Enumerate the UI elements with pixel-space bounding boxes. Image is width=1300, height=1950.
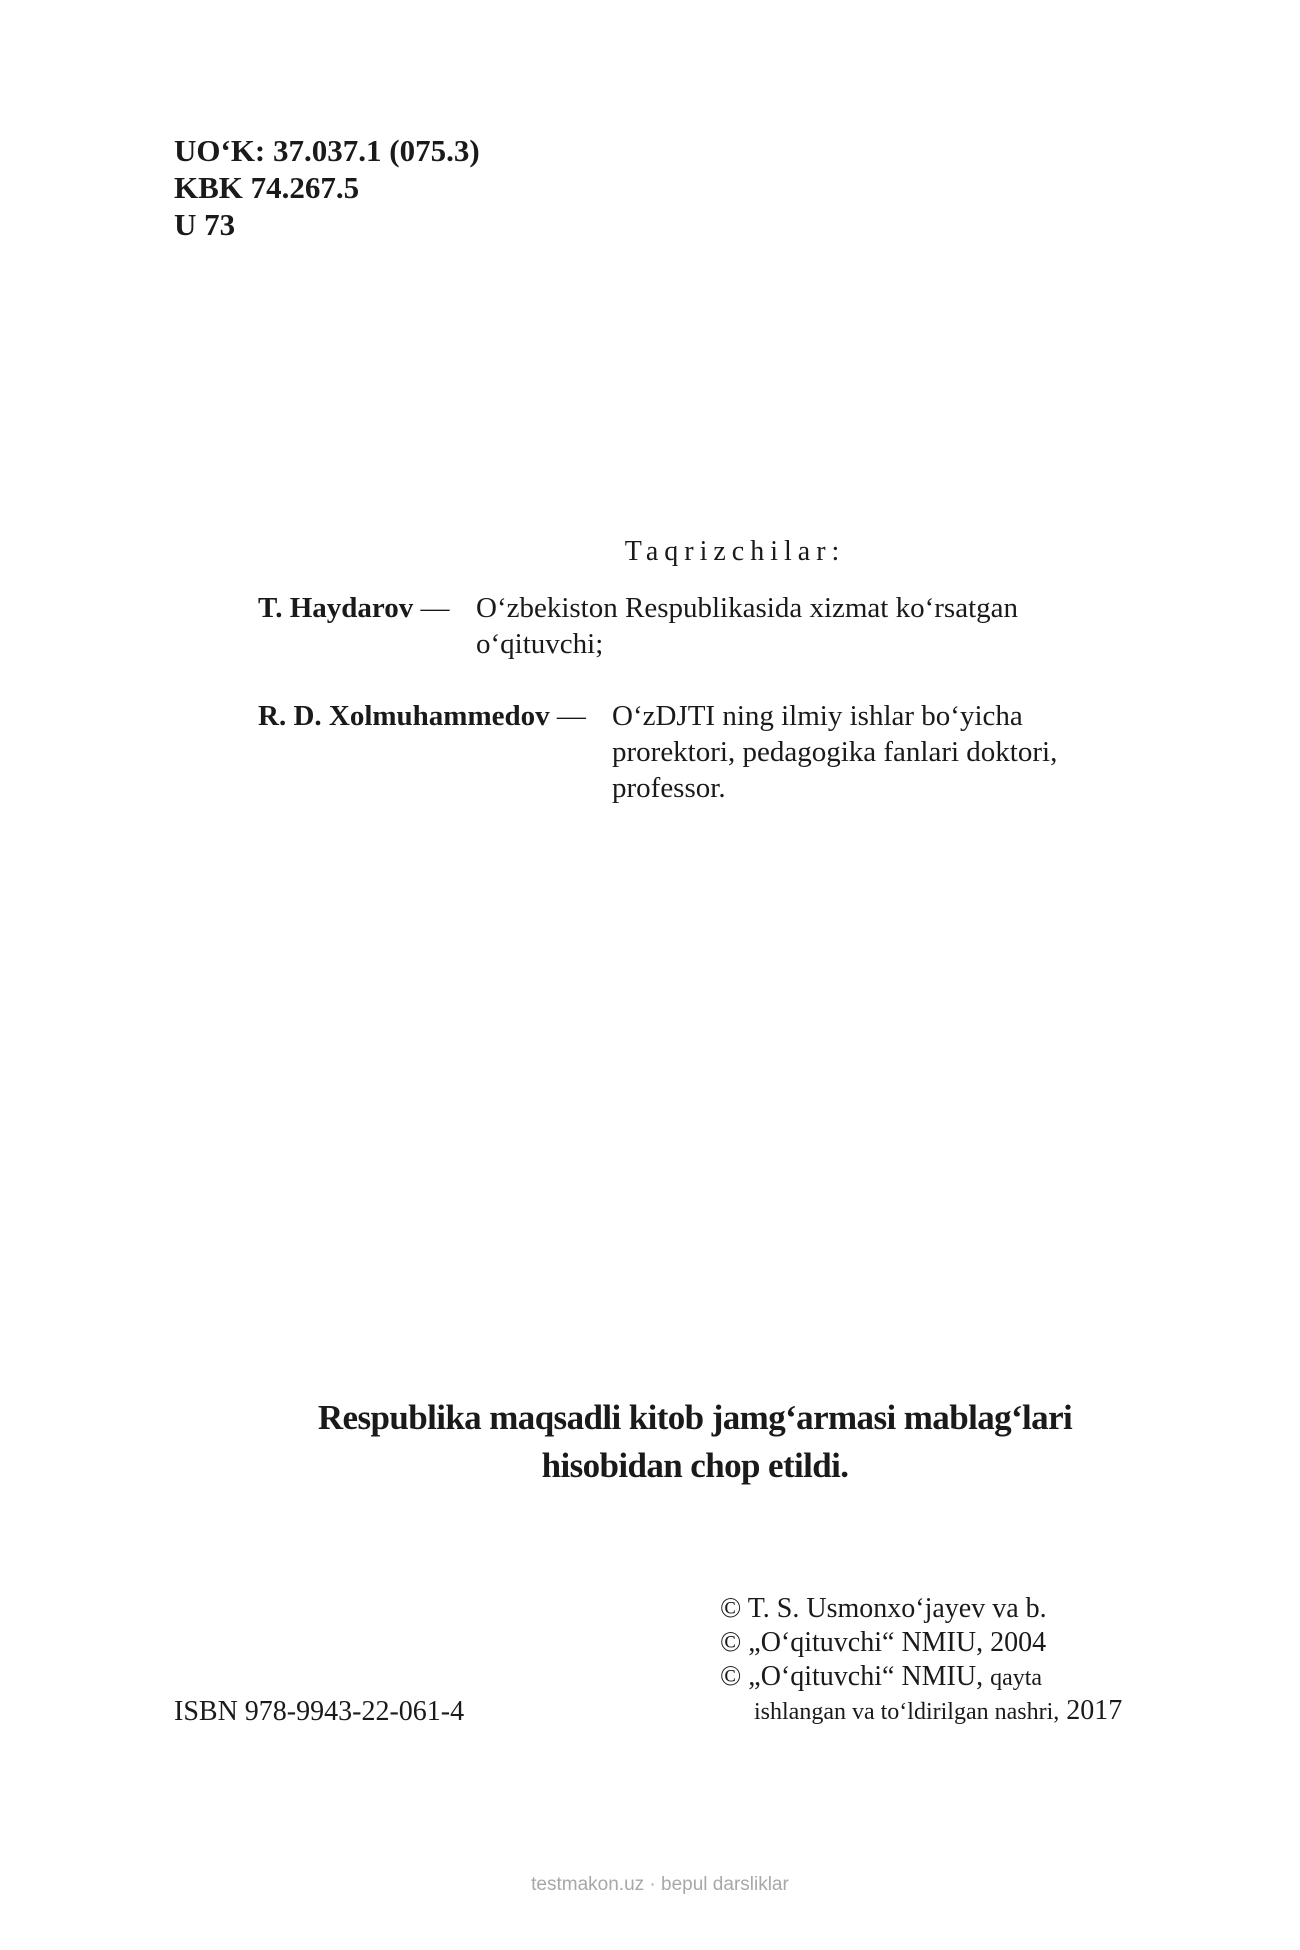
reviewer-2-name: R. D. Xolmuhammedov (258, 700, 550, 732)
reviewer-1-desc-line-2: o‘qituvchi; (476, 628, 604, 660)
copyright-publisher-2004: © „O‘qituvchi“ NMIU, 2004 (720, 1627, 1047, 1658)
reviewer-1-name-line (258, 590, 449, 626)
copyright-edition-line (754, 1694, 1122, 1729)
reviewer-1-name: T. Haydarov (258, 592, 414, 624)
udk-code: UO‘K: 37.037.1 (075.3) (174, 133, 480, 168)
funding-note-line-1: Respublika maqsadli kitob jamg‘armasi mablag‘lari (317, 1398, 1073, 1437)
author-code: U 73 (174, 207, 236, 242)
reviewer-2-dash: — (549, 700, 586, 732)
copyright-authors: © T. S. Usmonxo‘jayev va b. (720, 1593, 1047, 1624)
reviewer-2-desc-line-1: O‘zDJTI ning ilmiy ishlar bo‘yicha (612, 700, 1023, 732)
footer-watermark: testmakon.uz · bepul darsliklar (531, 1874, 789, 1895)
copyright-revised-word: qayta (990, 1665, 1043, 1691)
reviewer-2-name-line (258, 698, 586, 734)
bbk-code: KBK 74.267.5 (174, 170, 360, 205)
reviewers-heading: Taqrizchilar: (624, 536, 846, 567)
isbn: ISBN 978-9943-22-061-4 (174, 1696, 465, 1727)
copyright-edition-year: 2017 (1059, 1695, 1123, 1726)
reviewer-1-dash: — (413, 592, 450, 624)
reviewer-2-desc-line-3: professor. (612, 772, 726, 804)
reviewer-2-desc-line-2: prorektori, pedagogika fanlari doktori, (612, 736, 1058, 768)
copyright-edition-text: ishlangan va to‘ldirilgan nashri, (754, 1699, 1060, 1725)
reviewer-1-desc-line-1: O‘zbekiston Respublikasida xizmat ko‘rsatgan (476, 592, 1019, 624)
copyright-publisher-2017 (720, 1660, 1042, 1695)
classification-block (174, 132, 480, 243)
copyright-publisher-2017-main: © „O‘qituvchi“ NMIU, (720, 1661, 991, 1692)
funding-note-line-2: hisobidan chop etildi. (541, 1446, 849, 1485)
